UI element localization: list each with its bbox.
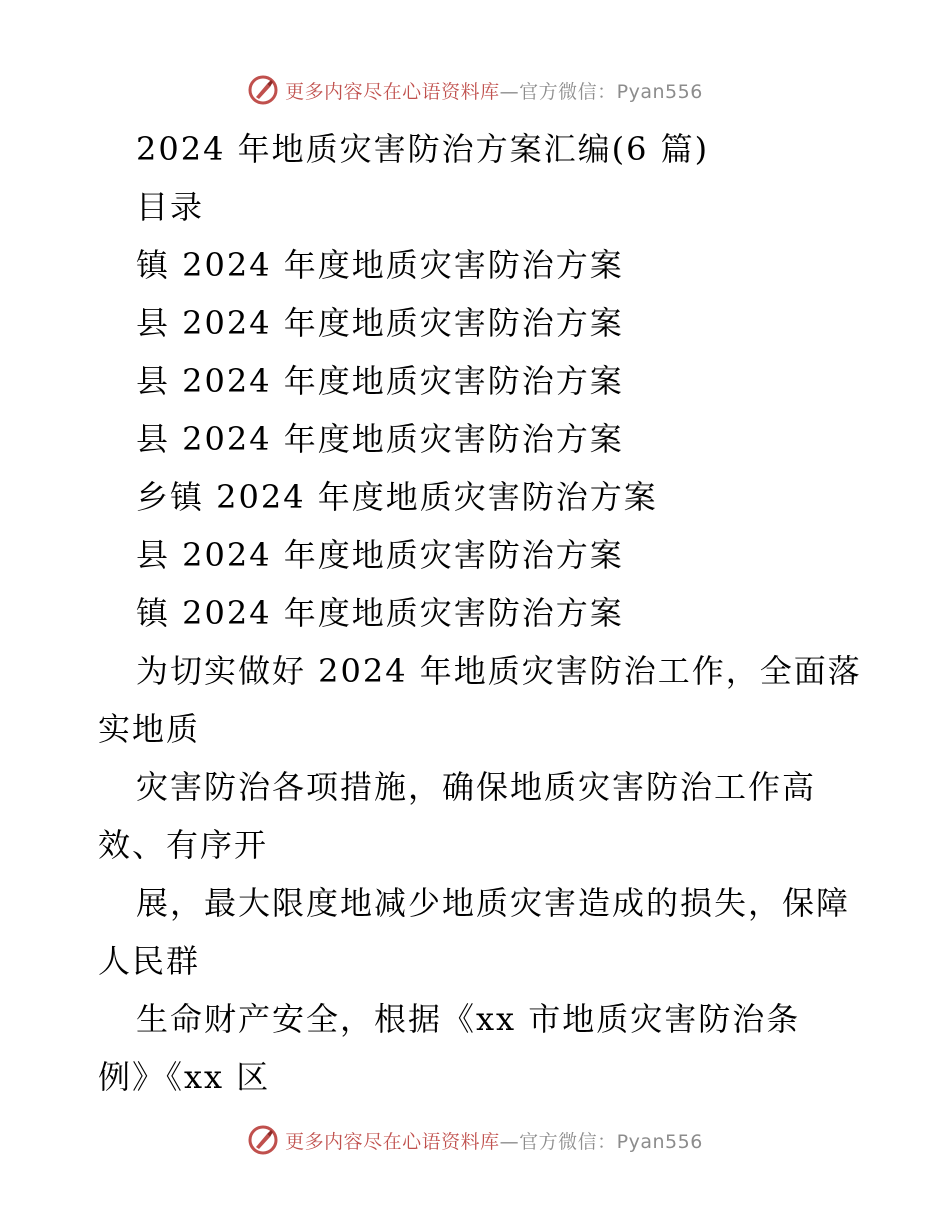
- text-line: 县 2024 年度地质灾害防治方案: [136, 304, 624, 342]
- watermark-text: 更多内容尽在心语资料库—官方微信：Pyan556: [285, 1130, 703, 1153]
- document-body: [98, 120, 862, 1106]
- text-line: 展，最大限度地减少地质灾害造成的损失，保障: [136, 884, 851, 922]
- text-line: 县 2024 年度地质灾害防治方案: [136, 420, 624, 458]
- text-line: 例》《xx 区: [98, 1058, 271, 1096]
- pen-logo-icon: [247, 74, 279, 106]
- text-line: 镇 2024 年度地质灾害防治方案: [136, 594, 624, 632]
- pen-logo-icon: [247, 1124, 279, 1156]
- text-line: 人民群: [98, 942, 201, 980]
- watermark-group: [247, 1124, 703, 1156]
- watermark-group: [247, 74, 703, 106]
- text-line: 生命财产安全，根据《xx 市地质灾害防治条: [136, 1000, 801, 1038]
- footer-watermark: [0, 1122, 950, 1158]
- document-title: 2024 年地质灾害防治方案汇编(6 篇): [136, 130, 710, 168]
- text-line: 县 2024 年度地质灾害防治方案: [136, 536, 624, 574]
- text-line: 为切实做好 2024 年地质灾害防治工作，全面落: [136, 652, 862, 690]
- text-line: 效、有序开: [98, 826, 269, 864]
- text-line: 灾害防治各项措施，确保地质灾害防治工作高: [136, 768, 817, 806]
- toc-heading: 目录: [136, 188, 205, 226]
- text-line: 实地质: [98, 710, 201, 748]
- text-line: 乡镇 2024 年度地质灾害防治方案: [136, 478, 658, 516]
- text-line: 镇 2024 年度地质灾害防治方案: [136, 246, 624, 284]
- header-watermark: [0, 72, 950, 108]
- watermark-text: 更多内容尽在心语资料库—官方微信：Pyan556: [285, 80, 703, 103]
- text-line: 县 2024 年度地质灾害防治方案: [136, 362, 624, 400]
